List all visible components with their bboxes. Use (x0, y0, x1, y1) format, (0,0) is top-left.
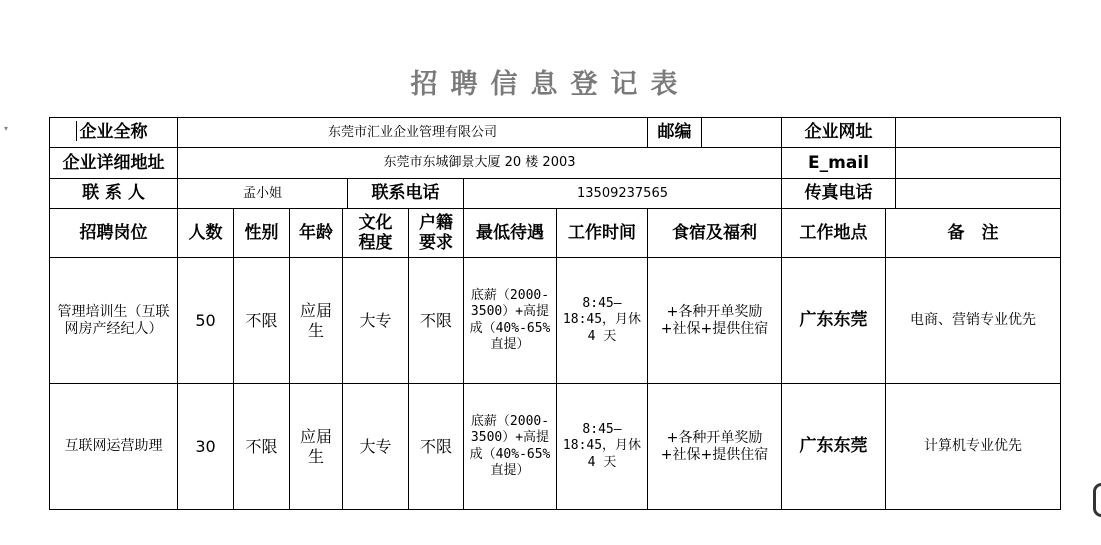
table-row-2-hours: 8:45—18:45，月休 4 天 (557, 384, 648, 510)
header-education: 文化程度 (343, 209, 409, 258)
scroll-edge-icon (1093, 483, 1101, 517)
phone-label: 联系电话 (348, 179, 464, 209)
email-value[interactable] (896, 148, 1061, 179)
page-title: 招聘信息登记表 (410, 69, 691, 100)
table-row-2-education: 大专 (343, 384, 409, 510)
table-row-1-salary: 底薪（2000-3500）+高提成（40%-65%直提） (464, 258, 557, 384)
website-label: 企业网址 (782, 118, 896, 148)
fax-label: 传真电话 (782, 179, 896, 209)
table-row-1-position: 管理培训生（互联网房产经纪人） (50, 258, 178, 384)
fax-value[interactable] (896, 179, 1061, 209)
table-row-2-hukou: 不限 (409, 384, 464, 510)
address-value[interactable]: 东莞市东城御景大厦 20 楼 2003 (178, 148, 782, 179)
header-hours: 工作时间 (557, 209, 648, 258)
email-label: E_mail (782, 148, 896, 179)
table-row-2-remarks: 计算机专业优先 (886, 384, 1061, 510)
table-row-2-age: 应届生 (290, 384, 343, 510)
header-count: 人数 (178, 209, 234, 258)
table-row-2-benefits: +各种开单奖励+社保+提供住宿 (648, 384, 782, 510)
table-row-1-education: 大专 (343, 258, 409, 384)
company-name-label: 企业全称 (50, 118, 178, 148)
website-value[interactable] (896, 118, 1061, 148)
table-row-1-location: 广东东莞 (782, 258, 886, 384)
postcode-label: 邮编 (648, 118, 702, 148)
table-row-2-salary: 底薪（2000-3500）+高提成（40%-65%直提） (464, 384, 557, 510)
phone-value[interactable]: 13509237565 (464, 179, 782, 209)
table-row-2-location: 广东东莞 (782, 384, 886, 510)
company-name-value[interactable]: 东莞市汇业企业管理有限公司 (178, 118, 648, 148)
table-row-1-hours: 8:45—18:45，月休 4 天 (557, 258, 648, 384)
header-position: 招聘岗位 (50, 209, 178, 258)
header-hukou: 户籍要求 (409, 209, 464, 258)
table-row-1-hukou: 不限 (409, 258, 464, 384)
postcode-value[interactable] (702, 118, 782, 148)
table-row-1-remarks: 电商、营销专业优先 (886, 258, 1061, 384)
header-age: 年龄 (290, 209, 343, 258)
contact-label: 联 系 人 (50, 179, 178, 209)
table-row-1-age: 应届生 (290, 258, 343, 384)
contact-value[interactable]: 孟小姐 (178, 179, 348, 209)
table-row-2-count: 30 (178, 384, 234, 510)
table-row-1-count: 50 (178, 258, 234, 384)
table-row-2-position: 互联网运营助理 (50, 384, 178, 510)
margin-marker-icon: ▾ (4, 124, 9, 133)
header-location: 工作地点 (782, 209, 886, 258)
header-gender: 性别 (234, 209, 290, 258)
table-row-1-gender: 不限 (234, 258, 290, 384)
table-row-2-gender: 不限 (234, 384, 290, 510)
text-cursor (76, 121, 77, 141)
header-remarks: 备 注 (886, 209, 1061, 258)
address-label: 企业详细地址 (50, 148, 178, 179)
header-benefits: 食宿及福利 (648, 209, 782, 258)
table-row-1-benefits: +各种开单奖励+社保+提供住宿 (648, 258, 782, 384)
header-salary: 最低待遇 (464, 209, 557, 258)
